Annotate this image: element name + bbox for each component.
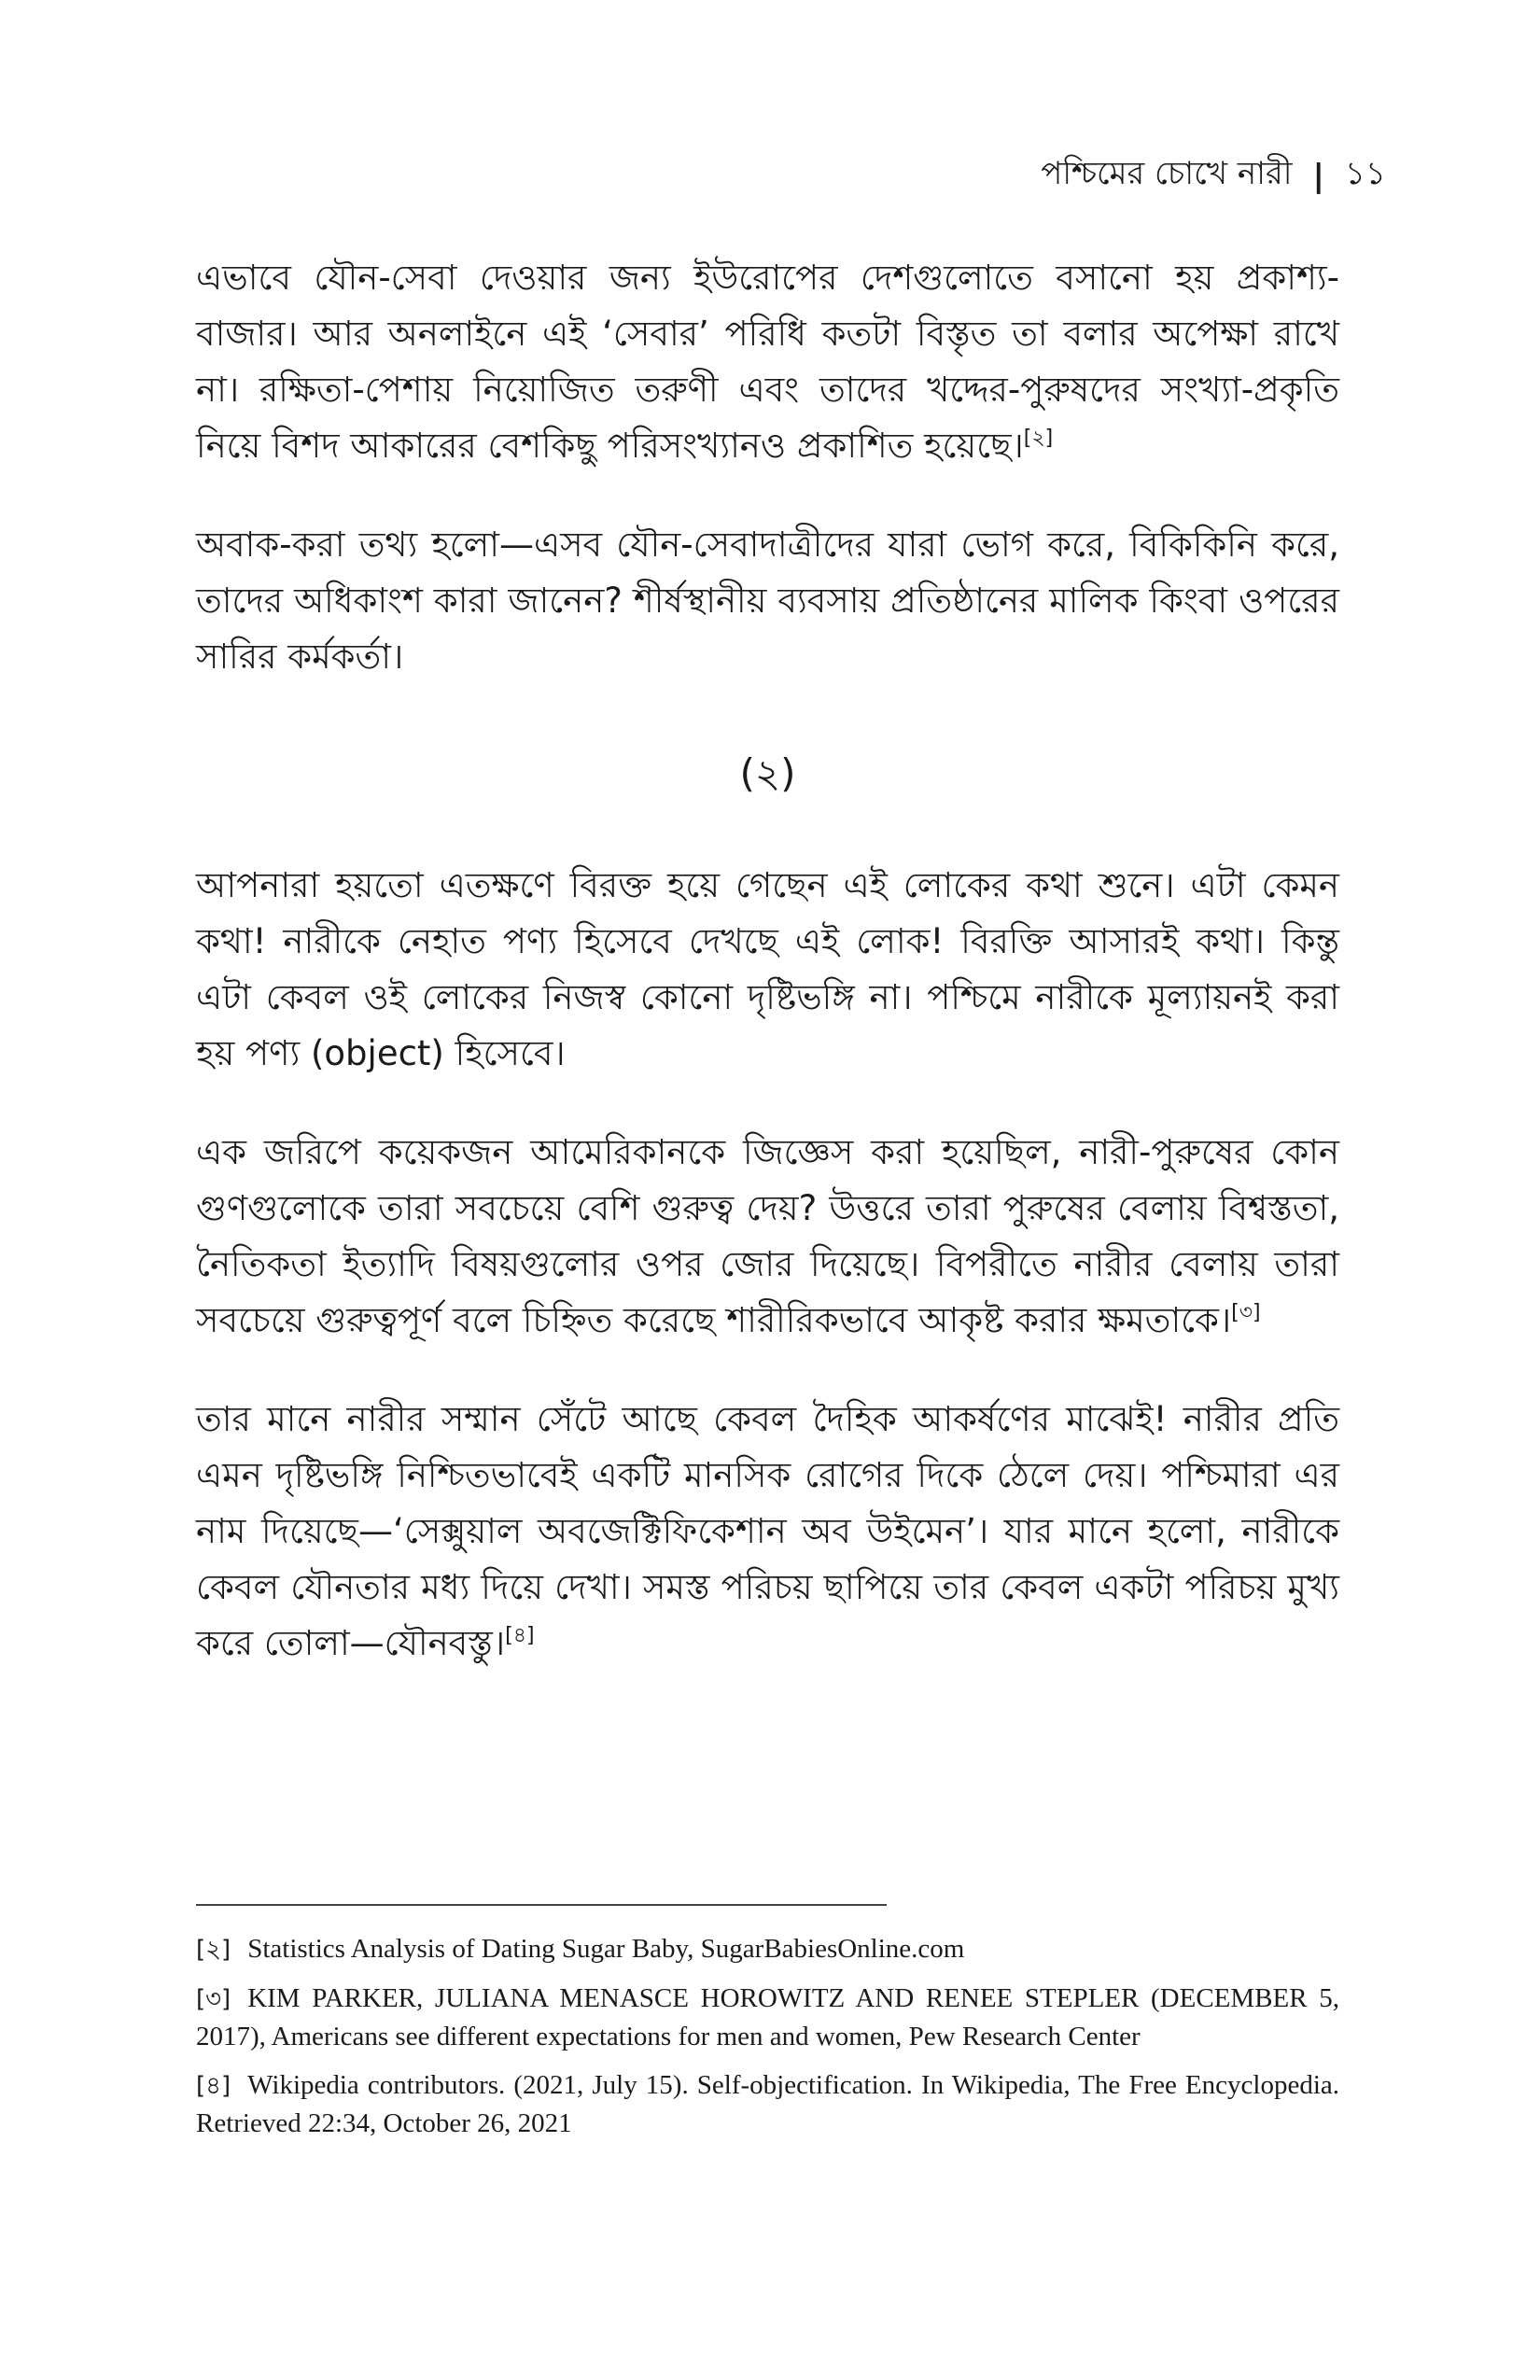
footnotes [196,1930,1339,2153]
section-marker: (২) [739,750,796,796]
footnote-reference: [৩] [1231,1301,1261,1324]
page-number: ১১ [1344,155,1386,192]
paragraph [196,250,1339,474]
footnote [196,1980,1339,2055]
paragraph [196,1392,1339,1672]
footnote-reference: [২] [1023,427,1054,450]
running-header-separator: | [1312,157,1324,195]
running-header-title: পশ্চিমের চোখে নারী [1041,155,1293,192]
footnote-text: KIM PARKER, JULIANA MENASCE HOROWITZ AND RENEE STEPLER (DECEMBER 5, 2017), Americans see different expectations for men and women, Pew Research Center [196,1983,1339,2051]
footnote-number: [৩] [196,1985,231,2013]
paragraph-text: আপনারা হয়তো এতক্ষণে বিরক্ত হয়ে গেছেন এই লোকের কথা শুনে। এটা কেমন কথা! নারীকে নেহাত পণ্য হিসেবে দেখছে এই লোক! বিরক্তি আসারই কথা। কিন্তু এটা কেবল ওই লোকের নিজস্ব কোনো দৃষ্টিভঙ্গি না। পশ্চিমে নারীকে মূল্যায়নই করা হয় পণ্য (object) হিসেবে। [196,865,1339,1073]
paragraph [196,517,1339,685]
footnote-divider [196,1904,887,1906]
footnote-number: [৪] [196,2072,231,2100]
body-text [196,250,1339,1715]
paragraph-text: অবাক-করা তথ্য হলো—এসব যৌন-সেবাদাত্রীদের যারা ভোগ করে, বিকিকিনি করে, তাদের অধিকাংশ কারা জানেন? শীর্ষস্থানীয় ব্যবসায় প্রতিষ্ঠানের মালিক কিংবা ওপরের সারির কর্মকর্তা। [196,525,1339,677]
footnote-text: Wikipedia contributors. (2021, July 15). Self-objectification. In Wikipedia, The Free Encyclopedia. Retrieved 22:34, October 26, 2021 [196,2070,1339,2138]
footnote [196,1930,1339,1968]
paragraph [196,858,1339,1082]
footnote [196,2066,1339,2142]
footnote-number: [২] [196,1936,231,1964]
paragraph-text: এক জরিপে কয়েকজন আমেরিকানকে জিজ্ঞেস করা হয়েছিল, নারী-পুরুষের কোন গুণগুলোকে তারা সবচেয়ে বেশি গুরুত্ব দেয়? উত্তরে তারা পুরুষের বেলায় বিশ্বস্ততা, নৈতিকতা ইত্যাদি বিষয়গুলোর ওপর জোর দিয়েছে। বিপরীতে নারীর বেলায় তারা সবচেয়ে গুরুত্বপূর্ণ বলে চিহ্নিত করেছে শারীরিকভাবে আকৃষ্ট করার ক্ষমতাকে। [196,1132,1339,1340]
paragraph [196,1125,1339,1349]
paragraph-text: তার মানে নারীর সম্মান সেঁটে আছে কেবল দৈহিক আকর্ষণের মাঝেই! নারীর প্রতি এমন দৃষ্টিভঙ্গি নিশ্চিতভাবেই একটি মানসিক রোগের দিকে ঠেলে দেয়। পশ্চিমারা এর নাম দিয়েছে—‘সেক্সুয়াল অবজেক্টিফিকেশান অব উইমেন’। যার মানে হলো, নারীকে কেবল যৌনতার মধ্য দিয়ে দেখা। সমস্ত পরিচয় ছাপিয়ে তার কেবল একটা পরিচয় মুখ্য করে তোলা—যৌনবস্তু। [196,1399,1339,1663]
running-header [1041,149,1386,203]
footnote-reference: [৪] [505,1624,535,1647]
paragraph-text: এভাবে যৌন-সেবা দেওয়ার জন্য ইউরোপের দেশগুলোতে বসানো হয় প্রকাশ্য-বাজার। আর অনলাইনে এই ‘সেবার’ পরিধি কতটা বিস্তৃত তা বলার অপেক্ষা রাখে না। রক্ষিতা-পেশায় নিয়োজিত তরুণী এবং তাদের খদ্দের-পুরুষদের সংখ্যা-প্রকৃতি নিয়ে বিশদ আকারের বেশকিছু পরিসংখ্যানও প্রকাশিত হয়েছে। [196,258,1339,466]
footnote-text: Statistics Analysis of Dating Sugar Baby, SugarBabiesOnline.com [247,1934,965,1964]
